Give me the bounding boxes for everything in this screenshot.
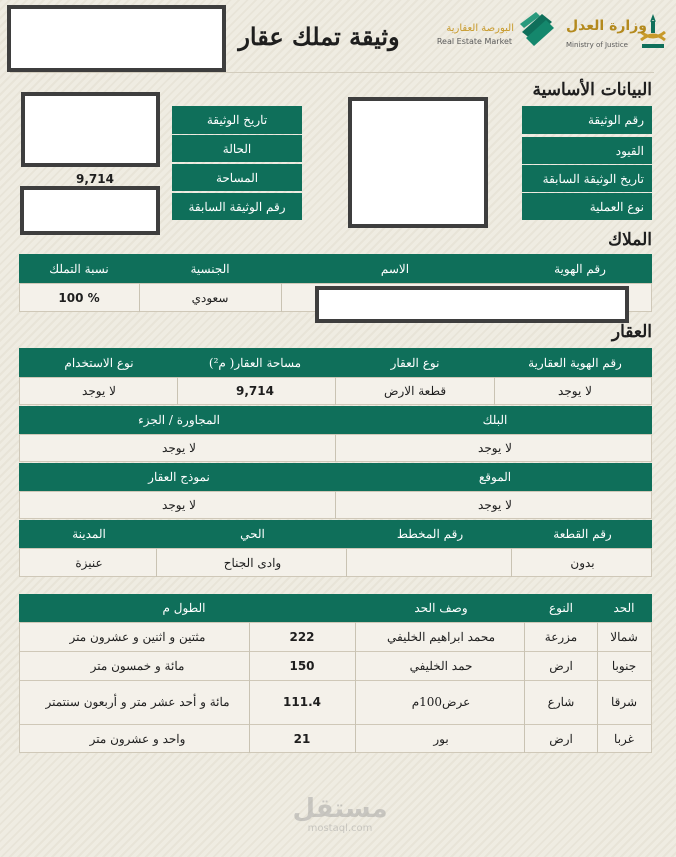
redacted-box-basic-left-bottom bbox=[20, 186, 160, 235]
basic-section-title: البيانات الأساسية bbox=[532, 80, 652, 100]
prop-area-value: 9,714 bbox=[236, 384, 274, 398]
header-divider bbox=[10, 72, 654, 73]
prop-col-real-id: رقم الهوية العقارية bbox=[528, 355, 622, 370]
border-north-desc: محمد ابراهيم الخليفي bbox=[387, 629, 496, 644]
border-west-desc: بور bbox=[433, 731, 449, 746]
prop-col-city: المدينة bbox=[72, 527, 106, 541]
prop-model-value: لا يوجد bbox=[162, 498, 196, 512]
owners-col-id: رقم الهوية bbox=[554, 261, 606, 276]
label-status: الحالة bbox=[172, 135, 302, 162]
prop-adjacent-label: المجاورة / الجزء bbox=[138, 413, 220, 427]
prop-model-label: نموذج العقار bbox=[148, 470, 210, 484]
page-title: وثيقة تملك عقار bbox=[238, 22, 400, 51]
prop-col-plot: رقم القطعة bbox=[553, 527, 612, 541]
owner-percent: 100 % bbox=[58, 290, 100, 305]
owners-col-percent: نسبة التملك bbox=[49, 261, 109, 276]
area-value: 9,714 bbox=[76, 172, 114, 186]
border-south-type: ارض bbox=[549, 658, 573, 673]
label-doc-number: رقم الوثيقة bbox=[522, 106, 652, 134]
redacted-box-owner bbox=[315, 286, 629, 323]
prop-adjacent-value: لا يوجد bbox=[162, 441, 196, 455]
border-north-length: 222 bbox=[289, 629, 315, 644]
border-south-length: 150 bbox=[289, 658, 315, 673]
border-north-side: شمالا bbox=[610, 629, 638, 644]
watermark-latin: mostaql.com bbox=[307, 823, 373, 834]
rem-logo bbox=[436, 10, 558, 50]
border-north-length-text: مثتين و اثنين و عشرون متر bbox=[69, 629, 206, 644]
prop-location-label: الموقع bbox=[478, 470, 512, 484]
borders-col-type: النوع bbox=[549, 601, 573, 615]
redacted-box-basic-left-top bbox=[21, 92, 160, 167]
borders-col-side: الحد bbox=[613, 601, 635, 615]
rem-logo-english: Real Estate Market bbox=[436, 37, 512, 46]
prop-col-usage: نوع الاستخدام bbox=[64, 355, 134, 370]
prop-real-id-value: لا يوجد bbox=[558, 384, 592, 398]
prop-district-value: وادى الجناح bbox=[223, 555, 282, 570]
watermark bbox=[290, 795, 390, 845]
prop-block-label: البلك bbox=[482, 413, 508, 427]
rem-logo-icon bbox=[516, 10, 558, 48]
redacted-box-top bbox=[7, 5, 226, 72]
border-east-type: شارع bbox=[547, 695, 575, 709]
border-west-side: غربا bbox=[614, 731, 634, 746]
prop-col-area: مساحة العقار( م²) bbox=[208, 355, 302, 370]
prop-plot-value: بدون bbox=[570, 555, 595, 570]
moj-logo bbox=[562, 8, 668, 54]
rem-logo-arabic: البورصة العقارية bbox=[446, 23, 514, 34]
label-operation-type: نوع العملية bbox=[522, 193, 652, 220]
redacted-box-basic-right bbox=[348, 97, 488, 228]
label-prev-doc-number: رقم الوثيقة السابقة bbox=[172, 193, 302, 220]
label-area: المساحة bbox=[172, 164, 302, 191]
prop-usage-value: لا يوجد bbox=[82, 384, 116, 398]
owner-nationality: سعودي bbox=[191, 290, 229, 305]
border-east-length-text: مائة و أحد عشر متر و أربعون سنتمتر bbox=[45, 694, 230, 709]
prop-plan-value bbox=[350, 548, 510, 577]
property-section-title: العقار bbox=[611, 322, 652, 342]
moj-logo-english: Ministry of Justice bbox=[566, 41, 628, 49]
prop-location-value: لا يوجد bbox=[478, 498, 512, 512]
border-east-length: 111.4 bbox=[283, 695, 321, 709]
prop-block-value: لا يوجد bbox=[478, 441, 512, 455]
label-doc-date: تاريخ الوثيقة bbox=[172, 106, 302, 134]
border-south-desc: حمد الخليفي bbox=[409, 658, 473, 673]
prop-col-plan: رقم المخطط bbox=[396, 527, 464, 541]
borders-col-length: الطول م bbox=[162, 601, 206, 615]
owners-col-name: الاسم bbox=[380, 261, 410, 276]
moj-logo-arabic: وزارة العدل bbox=[566, 18, 647, 34]
border-west-length-text: واحد و عشرون متر bbox=[89, 731, 186, 746]
owners-section-title: الملاك bbox=[608, 230, 652, 250]
watermark-arabic: مستقل bbox=[292, 794, 388, 824]
border-east-desc: عرض100م bbox=[411, 695, 471, 709]
prop-col-type: نوع العقار bbox=[390, 355, 440, 370]
prop-type-value: قطعة الارض bbox=[383, 384, 447, 398]
label-prev-doc-date: تاريخ الوثيقة السابقة bbox=[522, 165, 652, 192]
label-restrictions: القيود bbox=[522, 137, 652, 164]
prop-col-district: الحي bbox=[240, 527, 265, 541]
border-north-type: مزرعة bbox=[544, 629, 578, 644]
border-south-side: جنوبا bbox=[611, 658, 637, 673]
owners-col-nationality: الجنسية bbox=[190, 261, 230, 276]
border-west-length: 21 bbox=[293, 731, 311, 746]
prop-city-value: عنيزة bbox=[75, 555, 103, 570]
border-south-length-text: مائة و خمسون متر bbox=[90, 658, 185, 673]
borders-col-desc: وصف الحد bbox=[414, 601, 468, 615]
border-west-type: ارض bbox=[549, 731, 573, 746]
border-east-side: شرقا bbox=[610, 695, 638, 709]
